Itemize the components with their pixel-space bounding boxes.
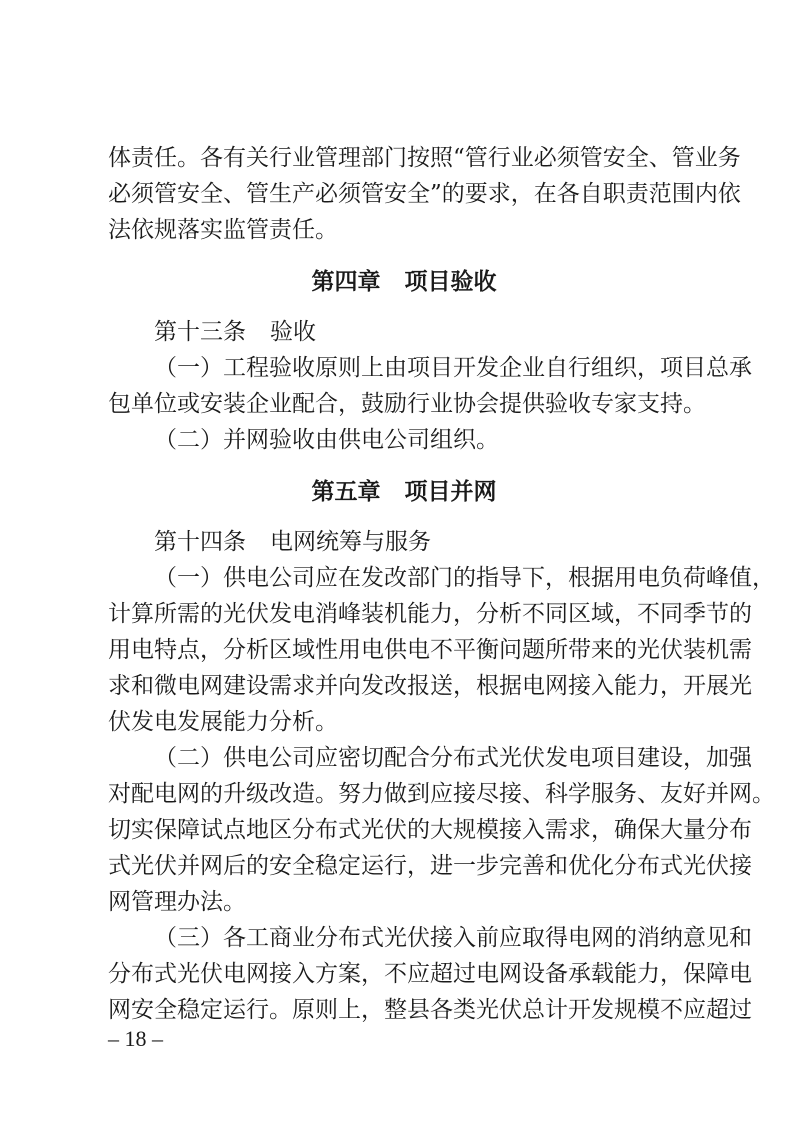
- text-line: （三）各工商业分布式光伏接入前应取得电网的消纳意见和: [154, 925, 752, 951]
- article-title-14: [108, 524, 700, 560]
- chapter-heading-5: [108, 474, 700, 510]
- text-line: （二）并网验收由供电公司组织。: [154, 427, 499, 453]
- article-13-item-2: [108, 422, 700, 458]
- chapter-number: 第四章: [311, 269, 381, 295]
- chapter-title: 项目并网: [404, 479, 497, 505]
- article-14-item-1: [108, 560, 775, 740]
- text-line: 体责任。各有关行业管理部门按照“管行业必须管安全、管业务: [108, 145, 741, 171]
- chapter-title: 项目验收: [404, 269, 497, 295]
- text-line: 法依规落实监管责任。: [108, 217, 338, 243]
- text-line: 网安全稳定运行。原则上，整县各类光伏总计开发规模不应超过: [108, 997, 752, 1023]
- article-number: 第十四条: [154, 529, 246, 555]
- intro-paragraph: [108, 140, 741, 248]
- text-line: 包单位或安装企业配合，鼓励行业协会提供验收专家支持。: [108, 391, 706, 417]
- chapter-heading-4: [108, 264, 700, 300]
- text-line: 式光伏并网后的安全稳定运行，进一步完善和优化分布式光伏接: [108, 853, 752, 879]
- text-line: 用电特点，分析区域性用电供电不平衡问题所带来的光伏装机需: [108, 637, 752, 663]
- text-line: 必须管安全、管生产必须管安全”的要求，在各自职责范围内依: [108, 181, 741, 207]
- article-number: 第十三条: [154, 319, 246, 345]
- article-13-item-1: [108, 350, 752, 422]
- article-14-item-2: [108, 740, 775, 920]
- text-line: 网管理办法。: [108, 889, 246, 915]
- article-title: 验收: [270, 319, 316, 345]
- text-line: （二）供电公司应密切配合分布式光伏发电项目建设，加强: [154, 745, 752, 771]
- chapter-number: 第五章: [311, 479, 381, 505]
- text-line: 分布式光伏电网接入方案，不应超过电网设备承载能力，保障电: [108, 961, 752, 987]
- text-line: 计算所需的光伏发电消峰装机能力，分析不同区域，不同季节的: [108, 601, 752, 627]
- article-title: 电网统筹与服务: [270, 529, 431, 555]
- page-content: [108, 140, 775, 1028]
- text-line: 切实保障试点地区分布式光伏的大规模接入需求，确保大量分布: [108, 817, 752, 843]
- page-number: – 18 –: [108, 1026, 163, 1051]
- text-line: 求和微电网建设需求并向发改报送，根据电网接入能力，开展光: [108, 673, 752, 699]
- text-line: 伏发电发展能力分析。: [108, 709, 338, 735]
- article-14-item-3: [108, 920, 752, 1028]
- text-line: （一）供电公司应在发改部门的指导下，根据用电负荷峰值，: [154, 565, 775, 591]
- text-line: 对配电网的升级改造。努力做到应接尽接、科学服务、友好并网。: [108, 781, 775, 807]
- article-title-13: [108, 314, 700, 350]
- text-line: （一）工程验收原则上由项目开发企业自行组织，项目总承: [154, 355, 752, 381]
